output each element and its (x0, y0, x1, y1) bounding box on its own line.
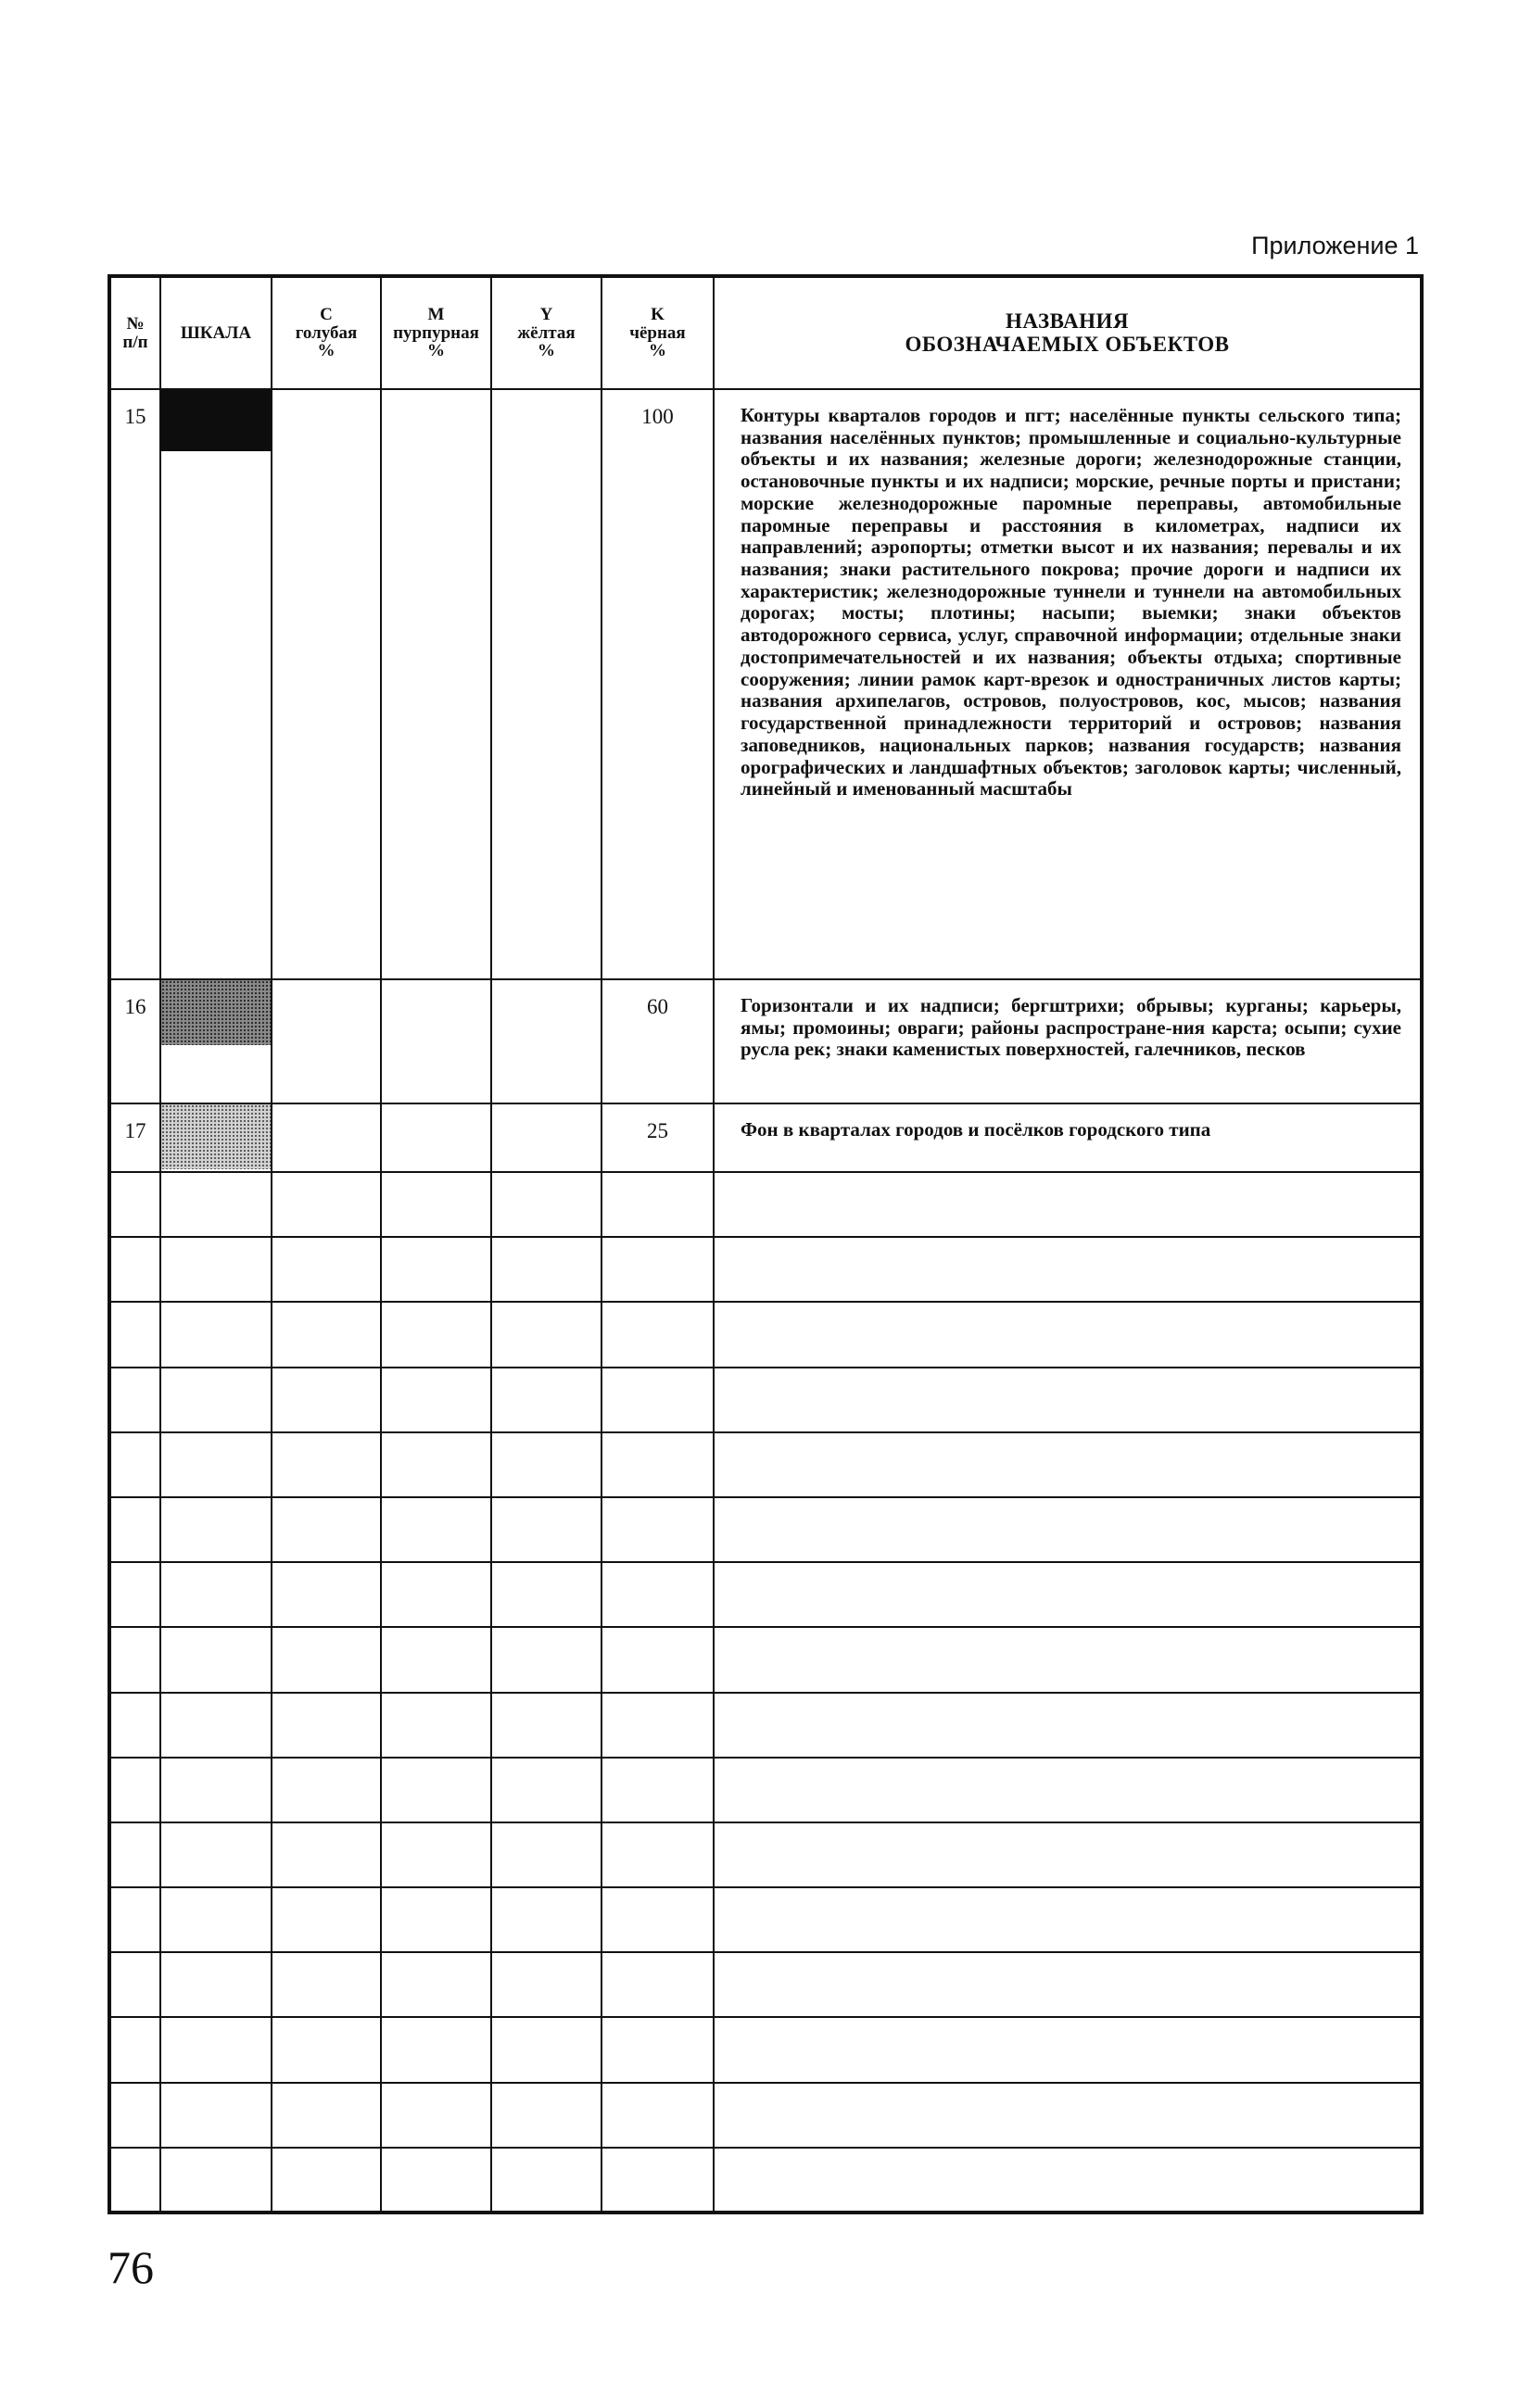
empty-cell (272, 1368, 381, 1432)
scale-cell (160, 389, 272, 979)
col-header-cyan-name: голубая (295, 322, 358, 343)
empty-cell (381, 1368, 491, 1432)
empty-table-row (109, 2083, 1422, 2148)
black-value: 60 (601, 979, 714, 1103)
empty-cell (381, 1887, 491, 1952)
col-header-scale (160, 276, 272, 389)
empty-cell (109, 1887, 160, 1952)
empty-cell (272, 1302, 381, 1367)
col-header-magenta-letter: M (427, 304, 445, 324)
empty-cell (714, 1237, 1422, 1302)
empty-cell (601, 1693, 714, 1758)
col-header-magenta-percent: % (427, 341, 445, 361)
empty-cell (714, 1952, 1422, 2017)
empty-cell (160, 1497, 272, 1562)
col-header-black (601, 276, 714, 389)
empty-cell (381, 1562, 491, 1627)
empty-cell (272, 2083, 381, 2148)
empty-rows (109, 1172, 1422, 2213)
empty-cell (714, 1822, 1422, 1887)
empty-cell (714, 1758, 1422, 1822)
empty-cell (272, 1562, 381, 1627)
empty-cell (491, 1952, 601, 2017)
object-description: Контуры кварталов городов и пгт; населённые пункты сельского типа; названия населённых пунктов; промышленные и социально-культурные объекты и их названия; железные дороги; железнодорожные станции, остановочные пункты и их надписи; морские, речные порты и пристани; морские железнодорожные паромные переправы, автомобильные паромные переправы и расстояния в километрах, надписи их направлений; аэропорты; отметки высот и их названия; перевалы и их названия; знаки растительного покрова; прочие дороги и надписи их характеристик; железнодорожные туннели и туннели на автомобильных дорогах; мосты; плотины; насыпи; выемки; знаки объектов автодорожного сервиса, услуг, справочной информации; отдельные знаки достопримечательностей и их названия; объекты отдыха; спортивные сооружения; линии рамок карт-врезок и одностраничных листов карты; названия архипелагов, островов, полуостровов, кос, мысов; названия государственной принадлежности территорий и островов; названия заповедников, национальных парков; названия государств; названия орографических и ландшафтных объектов; заголовок карты; численный, линейный и именованный масштабы (714, 389, 1422, 979)
empty-cell (714, 2017, 1422, 2082)
empty-cell (491, 2083, 601, 2148)
col-header-object-names (714, 276, 1422, 389)
empty-cell (601, 2017, 714, 2082)
col-header-number (109, 276, 160, 389)
empty-cell (381, 1497, 491, 1562)
empty-cell (601, 1562, 714, 1627)
scale-cell (160, 1103, 272, 1172)
empty-cell (109, 1497, 160, 1562)
empty-cell (491, 1627, 601, 1692)
empty-cell (714, 2083, 1422, 2148)
empty-cell (160, 1887, 272, 1952)
empty-cell (109, 1758, 160, 1822)
empty-cell (272, 1887, 381, 1952)
empty-cell (491, 1822, 601, 1887)
empty-cell (601, 1432, 714, 1497)
empty-cell (381, 2083, 491, 2148)
col-header-cyan-percent: % (317, 341, 336, 361)
empty-cell (601, 1627, 714, 1692)
empty-cell (272, 1627, 381, 1692)
col-header-yellow-letter: Y (539, 304, 553, 324)
table-row (109, 979, 1422, 1103)
scale-swatch-black-60 (161, 980, 271, 1045)
col-header-number-line1: № (126, 313, 145, 334)
empty-cell (714, 1693, 1422, 1758)
empty-table-row (109, 1172, 1422, 1237)
empty-cell (109, 1172, 160, 1237)
empty-cell (109, 2148, 160, 2213)
empty-cell (491, 1887, 601, 1952)
empty-cell (491, 1562, 601, 1627)
empty-table-row (109, 1497, 1422, 1562)
empty-cell (601, 1952, 714, 2017)
empty-cell (160, 1237, 272, 1302)
empty-cell (714, 1368, 1422, 1432)
col-header-yellow-percent: % (538, 341, 555, 361)
object-description: Горизонтали и их надписи; бергштрихи; обрывы; курганы; карьеры, ямы; промоины; овраги; районы распростране-ния карста; осыпи; сухие русла рек; знаки каменистых поверхностей, галечников, песков (714, 979, 1422, 1103)
empty-table-row (109, 1693, 1422, 1758)
empty-cell (601, 1368, 714, 1432)
empty-cell (601, 1302, 714, 1367)
empty-cell (109, 1302, 160, 1367)
empty-table-row (109, 2148, 1422, 2213)
col-header-magenta (381, 276, 491, 389)
empty-cell (714, 1302, 1422, 1367)
empty-cell (272, 2017, 381, 2082)
empty-cell (160, 2017, 272, 2082)
table-row (109, 389, 1422, 979)
empty-cell (491, 2017, 601, 2082)
empty-cell (714, 1497, 1422, 1562)
cyan-value (272, 389, 381, 979)
empty-cell (381, 1302, 491, 1367)
empty-table-row (109, 1368, 1422, 1432)
empty-cell (714, 1562, 1422, 1627)
empty-cell (109, 2017, 160, 2082)
empty-cell (272, 2148, 381, 2213)
color-scale-table (108, 274, 1424, 2214)
row-number: 17 (109, 1103, 160, 1172)
empty-cell (160, 2083, 272, 2148)
empty-cell (109, 1368, 160, 1432)
empty-cell (160, 1432, 272, 1497)
cyan-value (272, 979, 381, 1103)
empty-cell (381, 1693, 491, 1758)
empty-cell (491, 1237, 601, 1302)
col-header-black-name: чёрная (629, 322, 686, 343)
magenta-value (381, 979, 491, 1103)
empty-cell (381, 1952, 491, 2017)
col-header-yellow (491, 276, 601, 389)
yellow-value (491, 979, 601, 1103)
col-header-cyan-letter: C (320, 304, 333, 324)
col-header-yellow-name: жёлтая (517, 322, 576, 343)
empty-table-row (109, 1432, 1422, 1497)
empty-cell (714, 1172, 1422, 1237)
col-header-cyan (272, 276, 381, 389)
empty-cell (160, 1368, 272, 1432)
empty-cell (160, 1562, 272, 1627)
empty-cell (381, 2017, 491, 2082)
empty-cell (109, 2083, 160, 2148)
empty-cell (272, 1497, 381, 1562)
empty-cell (601, 1887, 714, 1952)
empty-cell (160, 1627, 272, 1692)
empty-table-row (109, 1302, 1422, 1367)
empty-cell (272, 1952, 381, 2017)
col-header-names-line1: НАЗВАНИЯ (1006, 309, 1129, 334)
empty-cell (381, 1432, 491, 1497)
row-number: 16 (109, 979, 160, 1103)
empty-cell (381, 2148, 491, 2213)
empty-cell (109, 1432, 160, 1497)
empty-cell (381, 1822, 491, 1887)
table-header-row (109, 276, 1422, 389)
empty-cell (109, 1627, 160, 1692)
row-number: 15 (109, 389, 160, 979)
empty-cell (160, 1302, 272, 1367)
empty-cell (491, 1432, 601, 1497)
empty-cell (491, 1693, 601, 1758)
col-header-magenta-name: пурпурная (393, 322, 479, 343)
empty-cell (714, 2148, 1422, 2213)
empty-cell (601, 1172, 714, 1237)
empty-cell (109, 1693, 160, 1758)
empty-cell (272, 1172, 381, 1237)
empty-cell (272, 1432, 381, 1497)
empty-cell (714, 1432, 1422, 1497)
empty-cell (491, 1368, 601, 1432)
empty-cell (381, 1172, 491, 1237)
empty-table-row (109, 1627, 1422, 1692)
scale-swatch-black-100 (161, 390, 271, 451)
empty-cell (160, 1172, 272, 1237)
col-header-scale-label: ШКАЛА (180, 322, 252, 343)
magenta-value (381, 389, 491, 979)
empty-cell (109, 1237, 160, 1302)
col-header-black-percent: % (649, 341, 666, 361)
appendix-label: Приложение 1 (1251, 232, 1419, 259)
scale-swatch-black-25 (161, 1104, 271, 1169)
empty-cell (491, 1758, 601, 1822)
empty-cell (381, 1237, 491, 1302)
black-value: 25 (601, 1103, 714, 1172)
empty-cell (160, 1693, 272, 1758)
empty-cell (381, 1627, 491, 1692)
empty-table-row (109, 1822, 1422, 1887)
black-value: 100 (601, 389, 714, 979)
empty-cell (491, 1302, 601, 1367)
empty-cell (601, 2148, 714, 2213)
object-description: Фон в кварталах городов и посёлков городского типа (714, 1103, 1422, 1172)
empty-cell (272, 1237, 381, 1302)
empty-cell (109, 1562, 160, 1627)
magenta-value (381, 1103, 491, 1172)
table-row (109, 1103, 1422, 1172)
empty-cell (714, 1627, 1422, 1692)
empty-cell (160, 2148, 272, 2213)
scale-cell (160, 979, 272, 1103)
empty-cell (381, 1758, 491, 1822)
empty-cell (272, 1758, 381, 1822)
empty-table-row (109, 1952, 1422, 2017)
empty-cell (109, 1952, 160, 2017)
empty-cell (272, 1822, 381, 1887)
empty-cell (109, 1822, 160, 1887)
empty-cell (601, 1497, 714, 1562)
col-header-names-line2: ОБОЗНАЧАЕМЫХ ОБЪЕКТОВ (905, 332, 1230, 356)
empty-cell (160, 1758, 272, 1822)
col-header-black-letter: K (651, 304, 665, 324)
empty-table-row (109, 1758, 1422, 1822)
empty-cell (601, 1822, 714, 1887)
yellow-value (491, 1103, 601, 1172)
empty-cell (601, 1237, 714, 1302)
col-header-number-line2: п/п (122, 332, 148, 352)
empty-cell (160, 1952, 272, 2017)
cyan-value (272, 1103, 381, 1172)
empty-cell (491, 1172, 601, 1237)
empty-cell (491, 2148, 601, 2213)
empty-cell (491, 1497, 601, 1562)
empty-cell (601, 2083, 714, 2148)
empty-cell (714, 1887, 1422, 1952)
empty-table-row (109, 1887, 1422, 1952)
empty-table-row (109, 2017, 1422, 2082)
empty-cell (601, 1758, 714, 1822)
empty-table-row (109, 1562, 1422, 1627)
empty-cell (160, 1822, 272, 1887)
page-number: 76 (108, 2241, 154, 2293)
yellow-value (491, 389, 601, 979)
empty-table-row (109, 1237, 1422, 1302)
empty-cell (272, 1693, 381, 1758)
